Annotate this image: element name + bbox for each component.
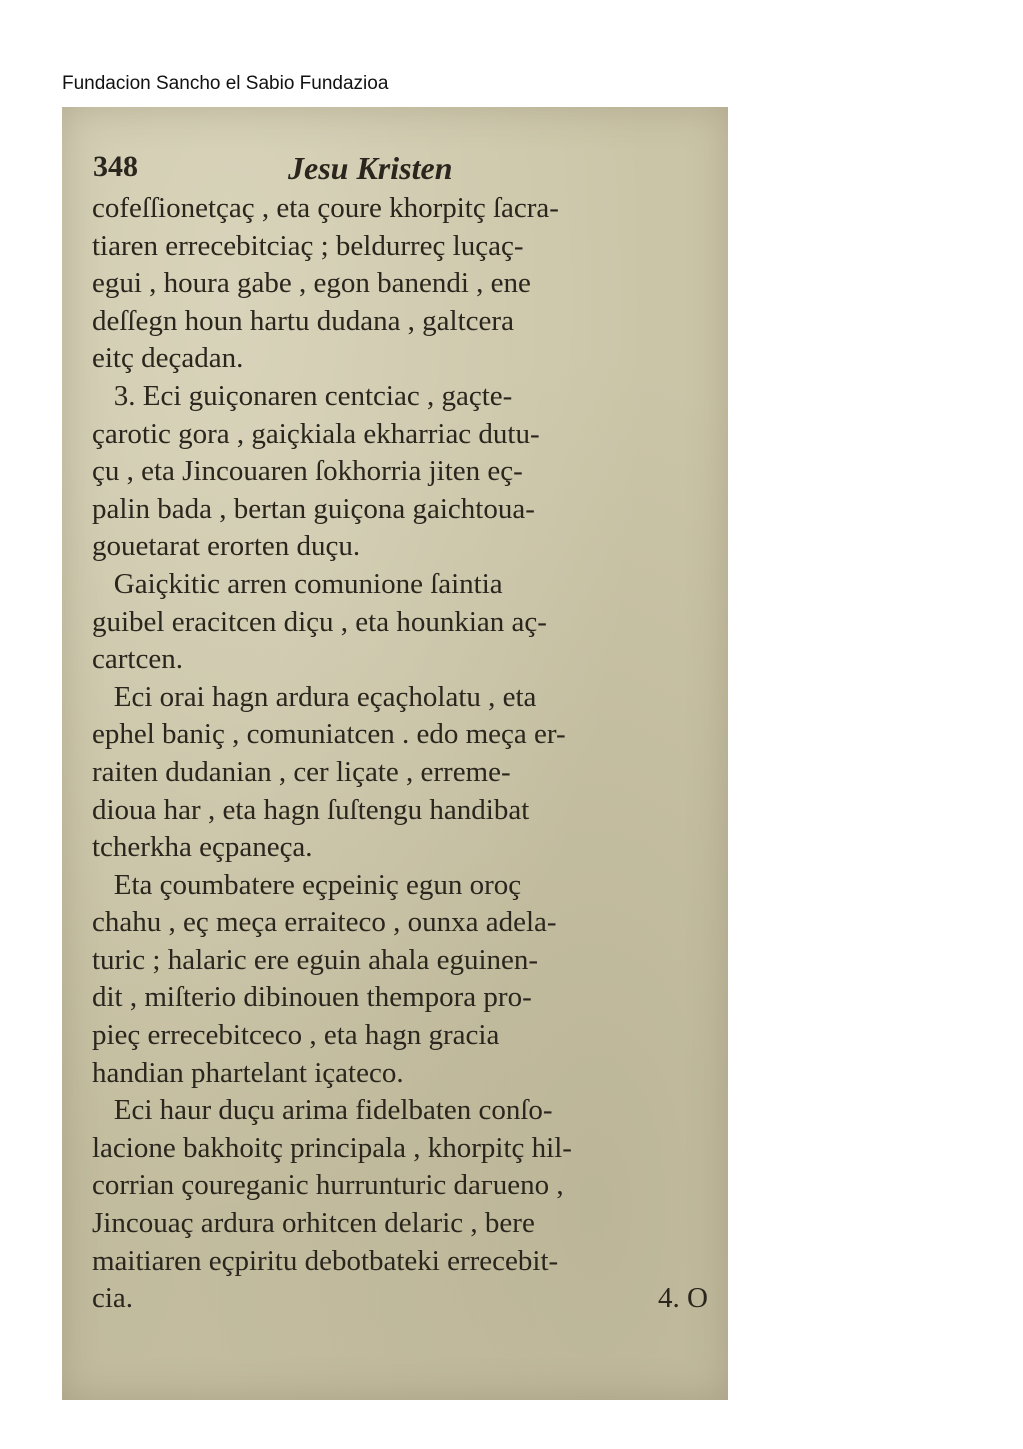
text-line: 3. Eci guiçonaren centciac , gaçte- bbox=[92, 379, 513, 412]
text-line: egui , houra gabe , egon banendi , ene bbox=[92, 267, 531, 300]
text-line: çarotic gora , gaiçkiala ekharriac dutu- bbox=[92, 417, 540, 450]
text-line: eitç deçadan. bbox=[92, 342, 244, 375]
page-text bbox=[92, 150, 720, 1318]
text-line: cofeſſionetçaç , eta çoure khorpitç ſacra- bbox=[92, 192, 559, 224]
text-line: ephel baniç , comuniatcen . edo meça er- bbox=[92, 718, 566, 751]
text-line: raiten dudanian , cer liçate , erreme- bbox=[92, 755, 511, 788]
text-line: tcherkha eçpaneça. bbox=[92, 831, 313, 864]
text-line: corrian çoureganic hurrunturic daгueno , bbox=[92, 1169, 564, 1202]
text-line: cia. 4. O bbox=[92, 1280, 720, 1318]
text-line: Eci haur duçu arima fidelbaten conſo- bbox=[92, 1094, 553, 1127]
text-line: guibel eracitcen diçu , eta hounkian aç- bbox=[92, 605, 547, 638]
running-title: Jesu Kristen bbox=[288, 150, 453, 186]
text-line: turic ; halaric ere eguin ahala eguinen- bbox=[92, 943, 539, 976]
text-line: Gaiçkitic arren comunione ſaintia bbox=[92, 567, 503, 600]
text-line: deſſegn houn hartu dudana , galtcera bbox=[92, 304, 514, 337]
catchword: 4. O bbox=[658, 1282, 708, 1315]
page-number: 348 bbox=[93, 150, 138, 183]
text-line: tiaren errecebitciaç ; beldurreç luçaç- bbox=[92, 229, 524, 262]
text-line: Eci orai hagn ardura eçaçholatu , eta bbox=[92, 680, 537, 713]
text-line: dioua har , eta hagn ſuſtengu handibat bbox=[92, 793, 530, 826]
body-text bbox=[92, 190, 720, 1318]
text-line: chahu , eç meça erraiteco , ounxa adela- bbox=[92, 906, 557, 939]
text-line: cartcen. bbox=[92, 643, 183, 676]
text-line: handian phartelant içateco. bbox=[92, 1056, 404, 1089]
text-line: pieç errecebitceco , eta hagn gracia bbox=[92, 1019, 500, 1052]
text-line: çu , eta Jincouaren ſokhorria jiten eç- bbox=[92, 455, 523, 488]
text-line: maitiaren eçpiritu debotbateki errecebit- bbox=[92, 1244, 559, 1277]
text-line: Eta çoumbatere eçpeiniç egun oroç bbox=[92, 868, 522, 901]
text-line: gouetarat erorten duçu. bbox=[92, 530, 361, 563]
text-line: palin bada , bertan guiçona gaichtoua- bbox=[92, 492, 535, 525]
text-line: lacione bakhoitç principala , khorpitç hil- bbox=[92, 1131, 572, 1164]
text-line: Jincouaç ardura orhitcen delaric , bere bbox=[92, 1207, 535, 1240]
text-line: dit , miſterio dibinouen themporа pro- bbox=[92, 981, 532, 1014]
running-head bbox=[92, 150, 720, 190]
source-header: Fundacion Sancho el Sabio Fundazioa bbox=[62, 73, 389, 94]
